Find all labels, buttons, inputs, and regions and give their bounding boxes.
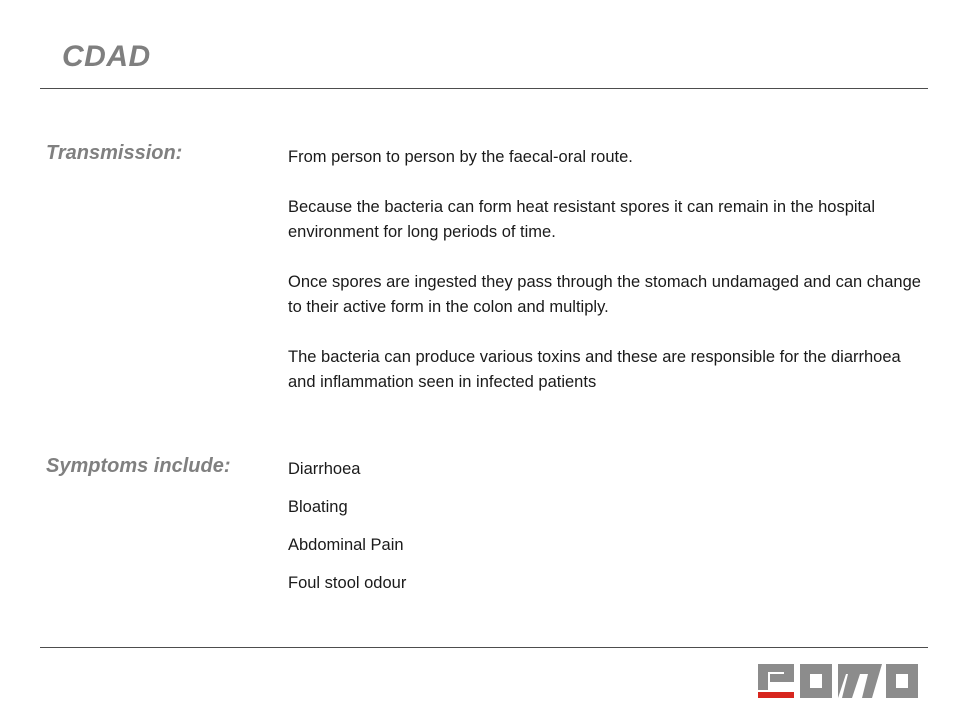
transmission-paragraph: Once spores are ingested they pass through the stomach undamaged and can change to their active form in the colon and multiply.: [288, 273, 921, 316]
symptom-item: Diarrhoea: [288, 460, 361, 478]
gama-logo: [756, 660, 920, 700]
logo-letter-a2: [886, 664, 918, 698]
symptom-item: Abdominal Pain: [288, 536, 404, 554]
symptom-item: Foul stool odour: [288, 574, 407, 592]
symptom-item: Bloating: [288, 498, 348, 516]
logo-letter-m: [838, 664, 882, 698]
transmission-heading: Transmission:: [46, 142, 183, 164]
logo-letter-g: [758, 664, 794, 690]
transmission-body: [288, 145, 928, 395]
symptom-list: [288, 458, 406, 610]
bottom-divider: [40, 647, 928, 648]
transmission-paragraph: From person to person by the faecal-oral route.: [288, 148, 633, 166]
symptoms-heading: Symptoms include:: [46, 455, 231, 477]
slide-title: CDAD: [62, 40, 151, 73]
transmission-paragraph: The bacteria can produce various toxins and these are responsible for the diarrhoea and inflammation seen in infected patients: [288, 348, 901, 391]
transmission-paragraph: Because the bacteria can form heat resistant spores it can remain in the hospital environment for long periods of time.: [288, 198, 875, 241]
logo-accent: [758, 692, 794, 698]
top-divider: [40, 88, 928, 89]
logo-letter-a: [800, 664, 832, 698]
